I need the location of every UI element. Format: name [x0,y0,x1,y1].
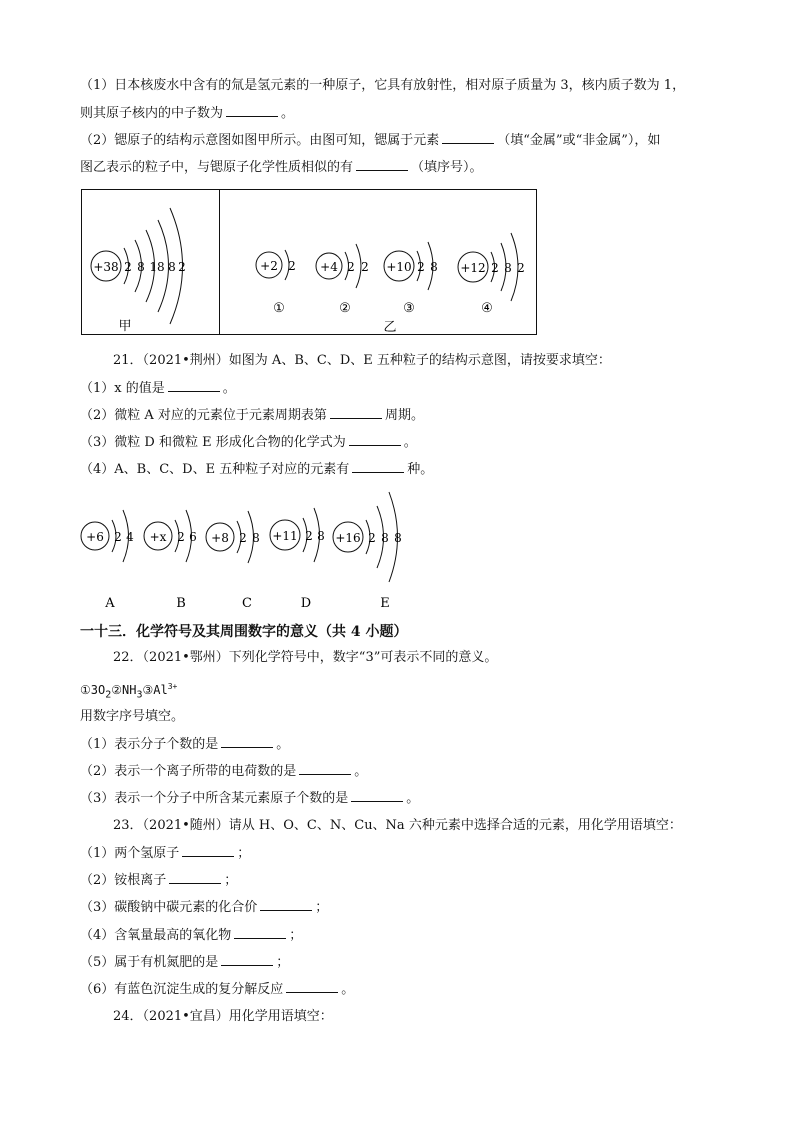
shell-electron-count: 2 [239,531,247,545]
answer-blank[interactable] [221,735,273,748]
q23-item-text: （1）两个氢原子 [80,846,180,861]
particle-D-diagram [270,508,325,611]
particle-E-diagram [333,492,402,611]
shell-electron-count: 2 [305,529,313,543]
q23-item [80,953,289,972]
shell-electron-count: 2 [417,260,425,274]
shell-electron-count: 2 [177,530,185,544]
shell-electron-count: 4 [126,530,134,544]
q20-part2-text2: 图乙表示的粒子中，与锶原子化学性质相似的有 [80,160,354,175]
particle-1-diagram [256,250,296,316]
answer-blank[interactable] [260,898,312,911]
q21-title: 21．（2021•荆州）如图为 A、B、C、D、E 五种粒子的结构示意图，请按要求填空： [113,353,611,368]
formula-2-subscript: 3 [136,689,143,701]
answer-blank[interactable] [168,379,220,392]
shell-electron-count: 8 [137,260,145,274]
shell-electron-count: 8 [252,531,260,545]
shell-electron-count: 18 [149,260,165,274]
q23-item-end: 。 [341,982,355,997]
particle-4-diagram [458,233,525,316]
q22-part1-end: 。 [276,737,290,752]
formula-3-superscript: 3+ [167,682,178,691]
q23-item [80,980,354,999]
particle-letter-label: E [380,596,390,611]
q20-part1-line1: （1）日本核废水中含有的氚是氢元素的一种原子，它具有放射性，相对原子质量为 3，核内质子数为 1， [80,78,686,93]
q23-title: 23．（2021•随州）请从 H、O、C、N、Cu、Na 六种元素中选择合适的元素，用化学用语填空： [113,818,682,833]
q21-part3-text: （3）微粒 D 和微粒 E 形成化合物的化学式为 [80,435,346,450]
q22-part2-text: （2）表示一个离子所带的电荷数的是 [80,764,297,779]
answer-blank[interactable] [349,433,401,446]
q22-part3-end: 。 [406,791,420,806]
particle-number-label: ① [273,301,285,316]
particle-letter-label: C [242,596,252,611]
shell-electron-count: 6 [189,530,197,544]
answer-blank[interactable] [221,953,273,966]
q21-part2-end: 周期。 [384,408,424,423]
nucleus-charge: +x [149,530,167,544]
q23-item-text: （2）铵根离子 [80,873,167,888]
q22-part1 [80,735,289,754]
shell-electron-count: 2 [347,260,355,274]
q22-title: 22．（2021•鄂州）下列化学符号中，数字“3”可表示不同的意义。 [113,650,498,665]
q23-item-end: ； [224,873,238,888]
q20-part2-end: （填序号）。 [411,160,483,175]
q20-part1-end: 。 [281,106,295,121]
q23-item-text: （6）有蓝色沉淀生成的复分解反应 [80,982,284,997]
answer-blank[interactable] [352,460,404,473]
particle-2-diagram [316,244,369,316]
q20-part2-hint: （填“金属”或“非金属”），如 [497,133,661,148]
q23-item-text: （5）属于有机氮肥的是 [80,955,219,970]
answer-blank[interactable] [351,789,403,802]
particle-number-label: ④ [481,301,493,316]
shell-electron-count: 2 [124,260,132,274]
shell-electron-count: 2 [288,259,296,273]
answer-blank[interactable] [286,980,338,993]
q22-part1-text: （1）表示分子个数的是 [80,737,219,752]
answer-blank[interactable] [299,762,351,775]
particle-number-label: ② [339,301,351,316]
nucleus-charge: +6 [86,530,104,544]
shell-electron-count: 2 [114,530,122,544]
q21-part4-end: 种。 [407,462,434,477]
nucleus-charge: +8 [211,531,229,545]
formula-3: ③Al [142,683,168,697]
strontium-atom-diagram [91,208,186,334]
nucleus-charge: +16 [335,531,361,545]
shell-electron-count: 2 [368,531,376,545]
particle-3-diagram [384,242,438,316]
q22-formulas [80,678,177,704]
q21-part4-text: （4）A、B、C、D、E 五种粒子对应的元素有 [80,462,350,477]
shell-electron-count: 8 [317,529,325,543]
q23-item-end: ； [276,955,290,970]
nucleus-charge: +12 [460,261,486,275]
nucleus-charge: +38 [93,260,119,274]
formula-1-subscript: 2 [105,689,112,701]
shell-electron-count: 8 [168,260,176,274]
q21-part2-text: （2）微粒 A 对应的元素位于元素周期表第 [80,408,327,423]
section-heading: 一十三．化学符号及其周围数字的意义（共 4 小题） [80,624,408,640]
particle-letter-label: D [300,596,312,611]
q20-part2-text: （2）锶原子的结构示意图如图甲所示。由图可知，锶属于元素 [80,133,440,148]
q21-part3 [80,433,417,452]
particle-number-label: ③ [403,301,415,316]
q20-part1-text: 则其原子核内的中子数为 [80,106,224,121]
nucleus-charge: +4 [320,260,338,274]
nucleus-charge: +2 [260,259,278,273]
q21-part3-end: 。 [403,435,417,450]
shell-electron-count: 2 [361,260,369,274]
q23-item-end: ； [289,928,303,943]
answer-blank[interactable] [169,871,221,884]
q23-item [80,926,302,945]
figure-label-jia: 甲 [118,319,132,334]
particle-letter-label: A [105,596,115,611]
nucleus-charge: +11 [272,529,298,543]
q23-item-end: ； [315,900,329,915]
q23-item [80,898,328,917]
q22-part3 [80,789,419,808]
shell-electron-count: 2 [517,261,525,275]
formula-1: ①3O [80,683,106,697]
q24-title: 24．（2021•宜昌）用化学用语填空： [113,1009,333,1024]
figure-label-yi: 乙 [383,320,397,335]
q23-item-text: （3）碳酸钠中碳元素的化合价 [80,900,258,915]
shell-electron-count: 8 [381,531,389,545]
q21-part4 [80,460,433,479]
particle-C-diagram [206,511,260,611]
nucleus-charge: +10 [386,260,412,274]
q22-instruction: 用数字序号填空。 [80,709,185,724]
q21-part1-end: 。 [222,381,236,396]
answer-blank[interactable] [330,406,382,419]
answer-blank[interactable] [182,844,234,857]
q22-part2-end: 。 [354,764,368,779]
q23-item-end: ； [237,846,251,861]
shell-electron-count: 8 [430,260,438,274]
q21-part1 [80,379,236,398]
q23-item [80,844,250,863]
shell-electron-count: 8 [394,531,402,545]
shell-electron-count: 8 [504,261,512,275]
q23-item-text: （4）含氧量最高的氧化物 [80,928,232,943]
q22-part3-text: （3）表示一个分子中所含某元素原子个数的是 [80,791,349,806]
q21-part1-text: （1）x 的值是 [80,381,165,396]
formula-2: ②NH [111,683,137,697]
particle-letter-label: B [176,596,186,611]
shell-electron-count: 2 [178,260,186,274]
answer-blank[interactable] [234,926,286,939]
q23-item [80,871,237,890]
particle-B-diagram [144,510,197,611]
q21-part2 [80,406,424,425]
particle-A-diagram [81,510,134,611]
q22-part2 [80,762,367,781]
shell-electron-count: 2 [491,261,499,275]
